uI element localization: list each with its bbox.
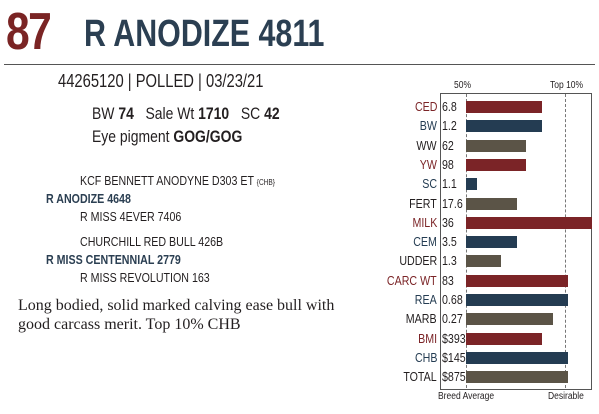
chart-header-top10: Top 10% (550, 80, 584, 91)
lot-number: 87 (6, 3, 51, 61)
chart-header-50pct: 50% (454, 80, 472, 91)
epd-bar (466, 178, 477, 190)
epd-value: 6.8 (442, 99, 457, 114)
pedigree-sire: R ANODIZE 4648 (46, 191, 131, 206)
epd-bar (466, 255, 501, 267)
epd-bar (466, 313, 553, 325)
epd-label: YW (419, 156, 437, 172)
epd-chart (387, 80, 599, 414)
epd-bar (466, 198, 517, 210)
epd-bar (466, 236, 517, 248)
epd-value: $393 (442, 330, 466, 346)
epd-value: $875 (442, 369, 466, 385)
epd-value: 83 (442, 272, 454, 288)
epd-bar (466, 217, 592, 229)
epd-value: $145 (442, 349, 466, 365)
epd-value: 0.27 (442, 311, 463, 327)
epd-row-rea (390, 291, 599, 309)
epd-row-udder (390, 252, 599, 270)
epd-label: UDDER (399, 253, 437, 269)
epd-value: 17.6 (442, 195, 463, 211)
epd-bar (466, 352, 568, 364)
sale-wt-label: Sale Wt (145, 104, 195, 123)
birth-stats (92, 104, 280, 124)
epd-row-milk (390, 214, 599, 232)
epd-row-cem (390, 233, 599, 251)
epd-label: CED (414, 99, 437, 114)
epd-label: BW (419, 118, 437, 134)
epd-row-marb (390, 310, 599, 328)
eye-label: Eye pigment (92, 127, 170, 146)
epd-bar (466, 333, 542, 345)
pedigree-dam-dam: R MISS REVOLUTION 163 (80, 270, 210, 285)
chart-footer-breed-average: Breed Average (438, 391, 495, 402)
epd-value: 1.3 (442, 253, 457, 269)
epd-value: 3.5 (442, 234, 457, 250)
sire-sire-name: KCF BENNETT ANODYNE D303 ET (80, 173, 254, 188)
epd-bar (466, 159, 526, 171)
epd-bar (466, 275, 568, 287)
epd-label: BMI (418, 330, 437, 346)
epd-row-carc-wt (387, 272, 599, 290)
epd-label: TOTAL (403, 369, 437, 385)
epd-row-bmi (390, 330, 599, 348)
sale-wt-value: 1710 (198, 104, 230, 123)
title-divider (4, 64, 595, 65)
pedigree-dam: R MISS CENTENNIAL 2779 (46, 252, 181, 267)
epd-label: CARC WT (387, 272, 437, 288)
epd-value: 1.2 (442, 118, 457, 134)
epd-label: REA (415, 292, 437, 307)
epd-row-sc (390, 175, 599, 193)
eye-pigment (92, 127, 242, 147)
chart-footer-desirable: Desirable (548, 391, 584, 402)
epd-label: WW (416, 137, 437, 153)
epd-row-total (390, 368, 599, 386)
epd-bar (466, 371, 568, 383)
sire-sire-tag: {CHB} (256, 178, 275, 187)
epd-label: MILK (412, 214, 437, 230)
epd-label: MARB (406, 311, 437, 327)
epd-row-yw (390, 156, 599, 174)
epd-bar (466, 140, 526, 152)
bw-value: 74 (118, 104, 134, 123)
epd-label: SC (422, 176, 437, 192)
epd-row-fert (390, 195, 599, 213)
registration-line: 44265120 | POLLED | 03/23/21 (58, 71, 264, 91)
epd-value: 98 (442, 156, 454, 172)
epd-value: 36 (442, 214, 454, 230)
description: Long bodied, solid marked calving ease bull with good carcass merit. Top 10% CHB (18, 297, 335, 333)
epd-label: FERT (409, 195, 437, 211)
epd-row-bw (390, 117, 599, 135)
epd-value: 1.1 (442, 176, 457, 192)
epd-label: CEM (413, 234, 437, 250)
pedigree-dam-sire: CHURCHILL RED BULL 426B (80, 234, 224, 249)
sc-value: 42 (264, 104, 280, 123)
epd-value: 0.68 (442, 292, 463, 307)
epd-row-ww (390, 137, 599, 155)
bw-label: BW (92, 104, 115, 123)
epd-label: CHB (414, 349, 437, 365)
epd-row-ced (390, 98, 599, 116)
animal-name: R ANODIZE 4811 (84, 13, 325, 55)
sc-label: SC (240, 104, 261, 123)
pedigree-sire-sire (80, 173, 275, 191)
epd-bar (466, 120, 542, 132)
epd-bar (466, 101, 542, 113)
pedigree-sire-dam: R MISS 4EVER 7406 (80, 209, 182, 224)
epd-bar (466, 294, 568, 306)
epd-row-chb (390, 349, 599, 367)
eye-value: GOG/GOG (173, 127, 243, 146)
epd-value: 62 (442, 137, 454, 153)
